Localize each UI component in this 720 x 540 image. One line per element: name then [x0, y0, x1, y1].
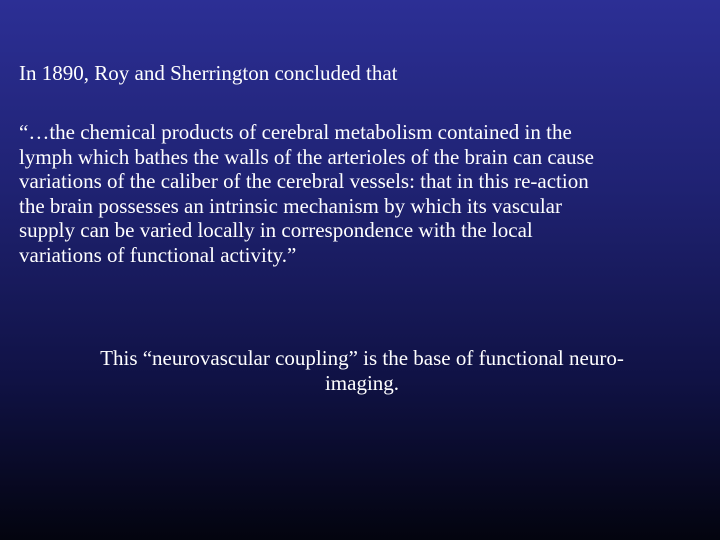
quote-line: lymph which bathes the walls of the arterioles of the brain can cause [19, 144, 594, 169]
quote-line: “…the chemical products of cerebral metabolism contained in the [19, 120, 572, 144]
intro-text: In 1890, Roy and Sherrington concluded that [19, 61, 398, 85]
conclusion-line: This “neurovascular coupling” is the base of functional neuro- [100, 346, 624, 370]
conclusion-line: imaging. [324, 370, 400, 395]
quote-block [19, 120, 709, 267]
quote-line: supply can be varied locally in correspondence with the local [19, 218, 533, 242]
quote-line: variations of functional activity.” [19, 242, 297, 267]
quote-line: the brain possesses an intrinsic mechanism by which its vascular [19, 193, 562, 218]
conclusion-text [40, 346, 684, 395]
quote-line: variations of the caliber of the cerebral vessels: that in this re-action [19, 169, 589, 193]
